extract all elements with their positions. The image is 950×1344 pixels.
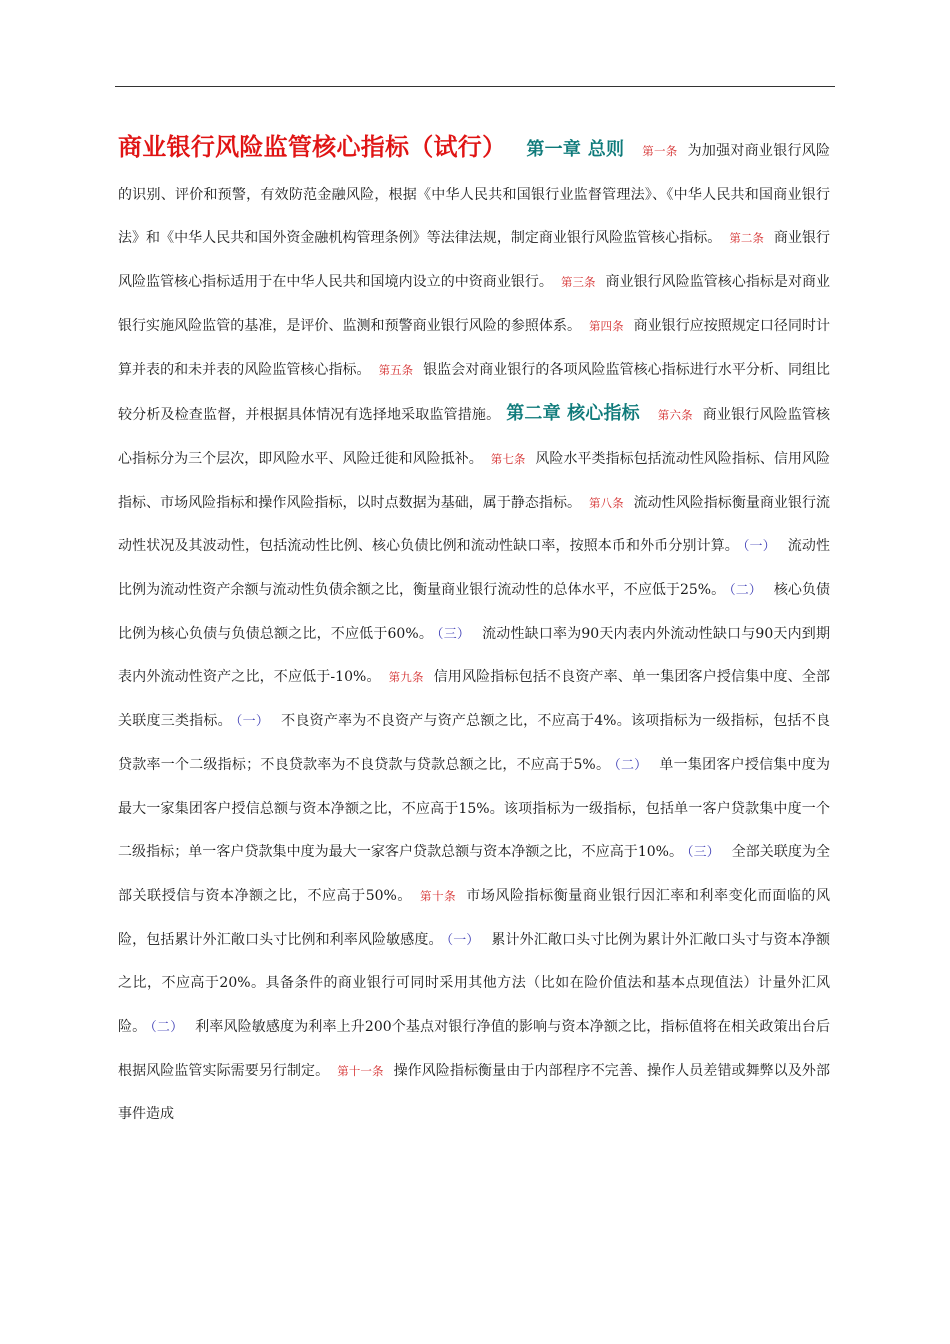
- article-number: 第十条: [420, 888, 457, 903]
- clause-number: （三）: [687, 845, 720, 861]
- clause-number: （一）: [235, 714, 270, 730]
- clause-text: 不良资产率为不良资产与资产总额之比，不应高于4%。该项指标为一级指标，包括不良贷款率一个二级指标；不良贷款率为不良贷款与贷款总额之比，不应高于5%。: [118, 713, 831, 773]
- clause-number: （一）: [446, 932, 480, 948]
- chapter-heading: 第一章 总则: [526, 139, 625, 160]
- header-rule: [115, 86, 835, 87]
- clause-text: 核心负债比例为核心负债与负债总额之比，不应低于60%。: [118, 582, 830, 642]
- article-number: 第六条: [657, 408, 693, 423]
- clause-number: （二）: [614, 757, 648, 773]
- article-text: 商业银行风险监管核心指标适用于在中华人民共和国境内设立的中资商业银行。: [118, 230, 831, 291]
- chapter-heading: 第二章 核心指标: [506, 403, 640, 425]
- clause-number: （三）: [437, 626, 471, 642]
- article-text: 流动性风险指标衡量商业银行流动性状况及其波动性，包括流动性比例、核心负债比例和流动性缺口率，按照本币和外币分别计算。: [118, 494, 831, 555]
- article-number: 第七条: [490, 451, 526, 466]
- clause-text: 累计外汇敞口头寸比例为累计外汇敞口头寸与资本净额之比，不应高于20%。具备条件的商业银行可同时采用其他方法（比如在险价值法和基本点现值法）计量外汇风险。: [118, 931, 830, 1036]
- article-text: 市场风险指标衡量商业银行因汇率和利率变化而面临的风险，包括累计外汇敞口头寸比例和利率风险敏感度。: [118, 887, 831, 948]
- clause-number: （一）: [742, 539, 776, 555]
- clause-text: 全部关联度为全部关联授信与资本净额之比，不应高于50%。: [118, 844, 830, 904]
- clause-text: 单一集团客户授信集中度为最大一家集团客户授信总额与资本净额之比，不应高于15%。该项指标为一级指标，包括单一客户贷款集中度一个二级指标；单一客户贷款集中度为最大一家客户贷款总额与资本净额之比，不应高于10%。: [118, 756, 831, 861]
- document-body: [118, 126, 830, 1137]
- article-number: 第九条: [388, 670, 424, 685]
- article-text: 为加强对商业银行风险的识别、评价和预警，有效防范金融风险，根据《中华人民共和国银行业监督管理法》、《中华人民共和国商业银行法》和《中华人民共和国外资金融机构管理条例》等法律法规，制定商业银行风险监管核心指标。: [118, 143, 831, 247]
- article-number: 第十一条: [337, 1063, 384, 1078]
- article-text: 风险水平类指标包括流动性风险指标、信用风险指标、市场风险指标和操作风险指标，以时点数据为基础，属于静态指标。: [118, 450, 831, 511]
- document-title: 商业银行风险监管核心指标（试行）: [118, 133, 507, 161]
- article-text: 银监会对商业银行的各项风险监管核心指标进行水平分析、同组比较分析及检查监督，并根据具体情况有选择地采取监管措施。: [118, 361, 831, 424]
- article-text: 操作风险指标衡量由于内部程序不完善、操作人员差错或舞弊以及外部事件造成: [118, 1062, 831, 1123]
- article-text: 商业银行风险监管核心指标是对商业银行实施风险监管的基准，是评价、监测和预警商业银行风险的参照体系。: [118, 274, 831, 334]
- article-text: 商业银行应按照规定口径同时计算并表的和未并表的风险监管核心指标。: [118, 317, 831, 378]
- article-text: 信用风险指标包括不良资产率、单一集团客户授信集中度、全部关联度三类指标。: [118, 669, 831, 730]
- article-number: 第五条: [378, 362, 414, 377]
- article-number: 第一条: [642, 144, 678, 158]
- clause-text: 利率风险敏感度为利率上升200个基点对银行净值的影响与资本净额之比，指标值将在相关政策出台后根据风险监管实际需要另行制定。: [118, 1019, 830, 1079]
- article-number: 第四条: [589, 318, 624, 333]
- article-text: 商业银行风险监管核心指标分为三个层次，即风险水平、风险迁徙和风险抵补。: [118, 407, 831, 467]
- article-number: 第三条: [560, 275, 596, 290]
- clause-text: 流动性缺口率为90天内表内外流动性缺口与90天内到期表内外流动性资产之比，不应低于-10%。: [118, 625, 830, 686]
- article-number: 第八条: [589, 495, 624, 510]
- clause-number: （二）: [729, 583, 762, 599]
- clause-number: （二）: [150, 1020, 184, 1036]
- article-number: 第二条: [729, 231, 764, 246]
- clause-text: 流动性比例为流动性资产余额与流动性负债余额之比，衡量商业银行流动性的总体水平，不应低于25%。: [118, 538, 831, 599]
